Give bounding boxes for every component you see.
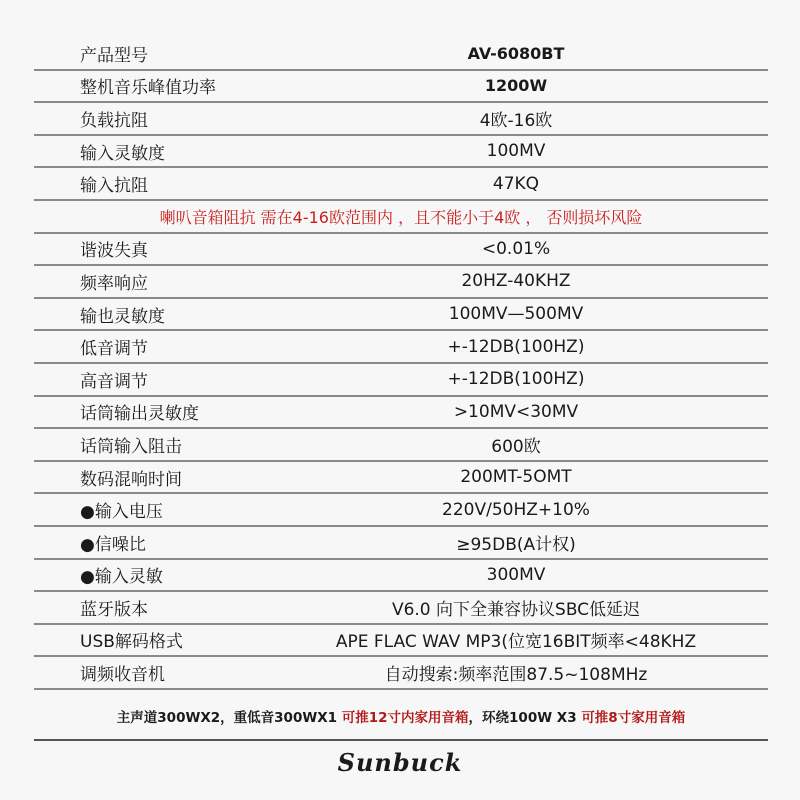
spec-value: 220V/50HZ+10% <box>442 499 590 520</box>
spec-value: 300MV <box>486 564 546 585</box>
spec-label: 谐波失真 <box>80 241 148 262</box>
spec-label: 输入抗阻 <box>80 176 148 197</box>
spec-row <box>34 625 768 658</box>
spec-label: 高音调节 <box>80 371 148 392</box>
spec-value: 1200W <box>484 76 548 96</box>
spec-row <box>34 103 768 136</box>
spec-label: 产品型号 <box>80 45 148 66</box>
spec-value: >10MV<30MV <box>453 401 579 422</box>
spec-label: 输入灵敏度 <box>80 143 165 164</box>
spec-row <box>34 266 768 299</box>
spec-value: ≥95DB(A计权) <box>456 534 576 555</box>
impedance-warning-row <box>34 201 768 234</box>
spec-label: USB解码格式 <box>80 632 183 653</box>
spec-row <box>34 168 768 201</box>
spec-label: 频率响应 <box>80 273 148 294</box>
spec-label: 话筒输入阻击 <box>80 436 182 457</box>
main-speaker-note: 可推12寸内家用音箱 <box>341 710 469 726</box>
spec-value: APE FLAC WAV MP3(位宽16BIT频率<48KHZ <box>335 632 697 653</box>
main-channel-text: 主声道300WX2，重低音300WX1 <box>116 710 342 726</box>
brand-logo: Sunbuck <box>337 748 463 777</box>
spec-label: ●输入电压 <box>80 502 163 523</box>
spec-label: 调频收音机 <box>80 665 165 686</box>
spec-label: 输也灵敏度 <box>80 306 165 327</box>
spec-row <box>34 657 768 690</box>
spec-label: ●信噪比 <box>80 534 146 555</box>
spec-row <box>34 299 768 332</box>
spec-row <box>34 331 768 364</box>
spec-row <box>34 429 768 462</box>
spec-value: 200MT-5OMT <box>460 467 572 488</box>
spec-value: 100MV <box>486 141 546 162</box>
spec-row <box>34 234 768 267</box>
spec-row <box>34 71 768 104</box>
spec-row <box>34 560 768 593</box>
surround-speaker-note: 可推8寸家用音箱 <box>581 710 686 726</box>
impedance-warning: 喇叭音箱阻抗 需在4-16欧范围内 ，且不能小于4欧 ， 否则损坏风险 <box>159 207 643 227</box>
spec-value: 自动搜索:频率范围87.5~108MHz <box>384 665 648 686</box>
spec-value: 600欧 <box>491 436 541 457</box>
surround-text: ，环绕100W X3 <box>468 710 582 726</box>
channel-summary <box>34 706 768 726</box>
spec-value: 4欧-16欧 <box>479 110 553 131</box>
spec-value: V6.0 向下全兼容协议SBC低延迟 <box>391 599 641 620</box>
spec-label: 数码混响时间 <box>80 469 182 490</box>
spec-row <box>34 364 768 397</box>
spec-row <box>34 397 768 430</box>
spec-value: 100MV—500MV <box>448 304 584 325</box>
spec-table <box>34 38 768 690</box>
spec-label: 话筒输出灵敏度 <box>80 404 199 425</box>
spec-label: 蓝牙版本 <box>80 599 148 620</box>
spec-label: 低音调节 <box>80 339 148 360</box>
spec-label: 整机音乐峰值功率 <box>80 78 216 99</box>
spec-value: +-12DB(100HZ) <box>447 336 585 357</box>
spec-label: 负载抗阻 <box>80 110 148 131</box>
spec-value: 47KQ <box>492 173 540 194</box>
spec-row <box>34 527 768 560</box>
spec-row <box>34 462 768 495</box>
divider <box>34 739 768 741</box>
spec-row <box>34 494 768 527</box>
spec-row <box>34 38 768 71</box>
spec-label: ●输入灵敏 <box>80 567 163 588</box>
spec-row <box>34 592 768 625</box>
spec-value: AV-6080BT <box>467 43 565 63</box>
spec-value: 20HZ-40KHZ <box>461 271 571 292</box>
spec-row <box>34 136 768 169</box>
spec-value: <0.01% <box>481 238 551 259</box>
spec-value: +-12DB(100HZ) <box>447 369 585 390</box>
